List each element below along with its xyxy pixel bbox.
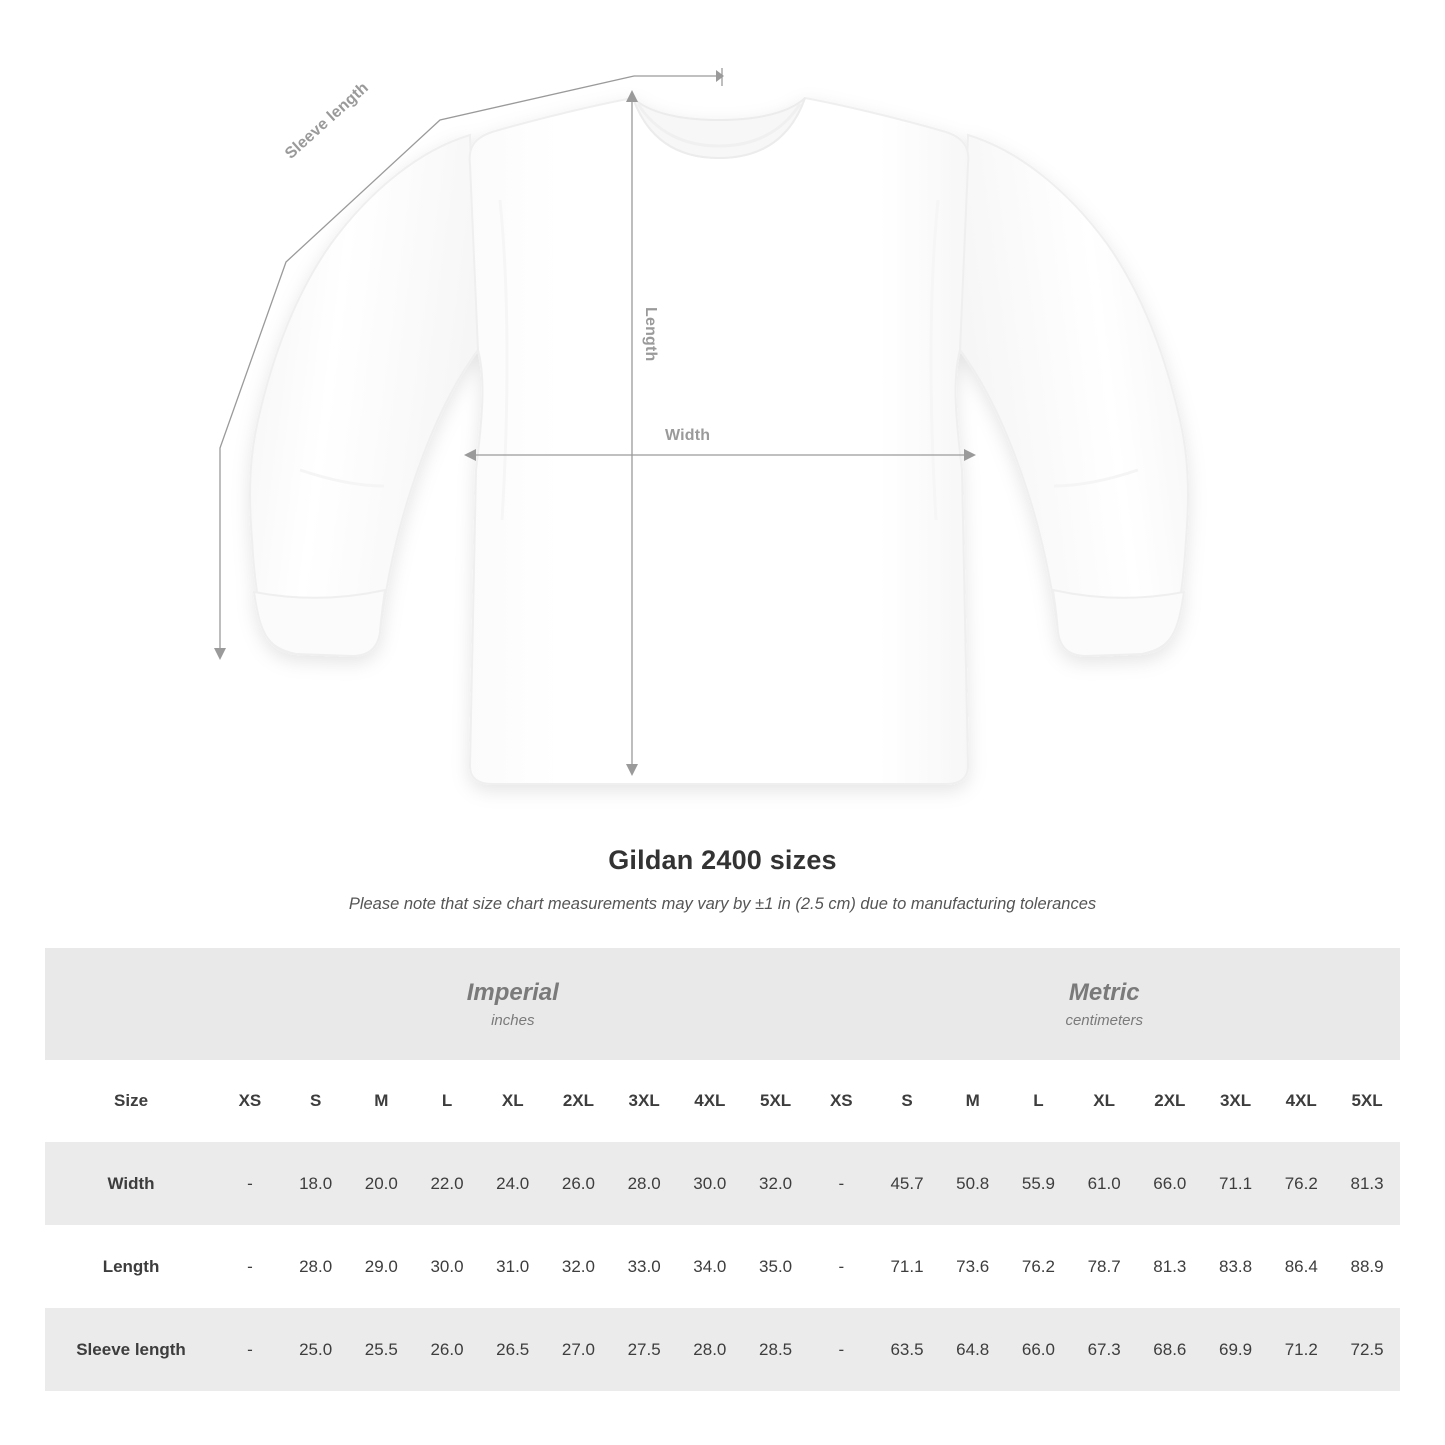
- sleeve-arrow-bottom: [214, 648, 226, 660]
- size-header-metric-3xl: 3XL: [1203, 1060, 1269, 1142]
- cell-width-metric-m: 50.8: [940, 1142, 1006, 1225]
- cell-length-imperial-3xl: 33.0: [627, 1256, 661, 1276]
- cell-sleeve-imperial-4xl: 28.0: [677, 1308, 743, 1391]
- size-chart-table: [45, 948, 1400, 1391]
- cell-width-imperial-5xl: 32.0: [743, 1142, 809, 1225]
- size-header-imperial-3xl: 3XL: [611, 1060, 677, 1142]
- row-label-sleeve-length: Sleeve length: [45, 1308, 217, 1391]
- cell-width-imperial-3xl: 28.0: [611, 1142, 677, 1225]
- cell-length-metric-s: 71.1: [890, 1256, 924, 1276]
- size-header-imperial-m: M: [348, 1060, 414, 1142]
- row-label-length: Length: [102, 1256, 160, 1276]
- cell-sleeve-imperial-5xl: 28.5: [743, 1308, 809, 1391]
- cell-width-metric-5xl: 81.3: [1334, 1142, 1400, 1225]
- table-row-width: [45, 1142, 1400, 1225]
- size-header-imperial-s: S: [283, 1060, 349, 1142]
- size-header-metric-5xl: 5XL: [1334, 1060, 1400, 1142]
- cell-sleeve-metric-l: 66.0: [1006, 1308, 1072, 1391]
- cell-length-metric-xl: 78.7: [1087, 1256, 1121, 1276]
- size-header-imperial-l: L: [414, 1060, 480, 1142]
- cell-width-metric-3xl: 71.1: [1203, 1142, 1269, 1225]
- width-arrow-right: [964, 449, 976, 461]
- cell-width-imperial-2xl: 26.0: [546, 1142, 612, 1225]
- length-arrow-top: [626, 90, 638, 102]
- cell-sleeve-imperial-xs: -: [217, 1308, 283, 1391]
- cell-sleeve-metric-xs: -: [808, 1308, 874, 1391]
- cell-sleeve-metric-2xl: 68.6: [1137, 1308, 1203, 1391]
- size-header-metric-s: S: [874, 1060, 940, 1142]
- cell-length-metric-l: 76.2: [1021, 1256, 1055, 1276]
- cell-width-imperial-4xl: 30.0: [677, 1142, 743, 1225]
- cell-sleeve-imperial-3xl: 27.5: [611, 1308, 677, 1391]
- table-row-sleeve-length: [45, 1308, 1400, 1391]
- size-header-imperial-2xl: 2XL: [546, 1060, 612, 1142]
- size-header-row: [45, 1060, 1400, 1142]
- page-title: Gildan 2400 sizes: [608, 845, 837, 875]
- cell-width-metric-s: 45.7: [874, 1142, 940, 1225]
- shirt-shape: [250, 98, 1188, 784]
- cell-length-imperial-s: 28.0: [299, 1256, 333, 1276]
- size-header-metric-2xl: 2XL: [1137, 1060, 1203, 1142]
- unit-group-metric: [808, 948, 1400, 1060]
- size-header-label: Size: [45, 1060, 217, 1142]
- cell-length-metric-3xl: 83.8: [1218, 1256, 1253, 1276]
- size-header-imperial-xs: XS: [217, 1060, 283, 1142]
- sleeve-arrow-top: [716, 70, 724, 82]
- cell-width-metric-xl: 61.0: [1071, 1142, 1137, 1225]
- cell-width-imperial-xl: 24.0: [480, 1142, 546, 1225]
- size-header-imperial-4xl: 4XL: [677, 1060, 743, 1142]
- cell-width-metric-xs: -: [808, 1142, 874, 1225]
- cell-length-metric-m: 73.6: [956, 1256, 990, 1276]
- size-header-imperial-xl: XL: [480, 1060, 546, 1142]
- cell-width-metric-l: 55.9: [1006, 1142, 1072, 1225]
- size-header-metric-xs: XS: [808, 1060, 874, 1142]
- size-header-metric-xl: XL: [1071, 1060, 1137, 1142]
- cell-sleeve-imperial-s: 25.0: [283, 1308, 349, 1391]
- cell-length-imperial-xl: 31.0: [496, 1256, 530, 1276]
- tolerance-note: Please note that size chart measurements may vary by ±1 in (2.5 cm) due to manufacturing tolerances: [348, 895, 1097, 913]
- cell-width-imperial-m: 20.0: [348, 1142, 414, 1225]
- table-row-length: [45, 1225, 1400, 1308]
- unit-group-metric-name: Metric: [1068, 979, 1140, 1007]
- size-header-metric-l: L: [1006, 1060, 1072, 1142]
- size-chart-table-wrap: [45, 948, 1400, 1391]
- cell-sleeve-imperial-m: 25.5: [348, 1308, 414, 1391]
- cell-length-metric-2xl: 81.3: [1153, 1256, 1187, 1276]
- cell-width-imperial-s: 18.0: [283, 1142, 349, 1225]
- cell-sleeve-metric-s: 63.5: [874, 1308, 940, 1391]
- size-header-imperial-5xl: 5XL: [743, 1060, 809, 1142]
- title-block: [0, 845, 1445, 914]
- cell-sleeve-imperial-l: 26.0: [414, 1308, 480, 1391]
- cell-width-metric-4xl: 76.2: [1268, 1142, 1334, 1225]
- cell-length-imperial-5xl: 35.0: [759, 1256, 793, 1276]
- size-header-metric-4xl: 4XL: [1268, 1060, 1334, 1142]
- sleeve-length-dimension-label: Sleeve length: [282, 79, 372, 163]
- unit-group-metric-sub: centimeters: [1065, 1011, 1143, 1029]
- cell-sleeve-metric-5xl: 72.5: [1334, 1308, 1400, 1391]
- cell-sleeve-metric-3xl: 69.9: [1203, 1308, 1269, 1391]
- cell-length-imperial-2xl: 32.0: [561, 1256, 595, 1276]
- unit-group-imperial-sub: inches: [491, 1011, 535, 1029]
- cell-sleeve-imperial-xl: 26.5: [480, 1308, 546, 1391]
- cell-sleeve-imperial-2xl: 27.0: [546, 1308, 612, 1391]
- width-dimension-label: Width: [665, 427, 711, 444]
- unit-group-imperial: [217, 948, 808, 1060]
- row-label-width: Width: [45, 1142, 217, 1225]
- width-arrow-left: [464, 449, 476, 461]
- cell-length-metric-5xl: 88.9: [1350, 1256, 1384, 1276]
- cell-length-imperial-m: 29.0: [364, 1256, 398, 1276]
- unit-group-imperial-name: Imperial: [466, 979, 559, 1007]
- cell-width-imperial-xs: -: [217, 1142, 283, 1225]
- cell-width-imperial-l: 22.0: [414, 1142, 480, 1225]
- unit-header-corner: [45, 948, 217, 1060]
- cell-length-metric-xs: -: [838, 1256, 845, 1276]
- cell-width-metric-2xl: 66.0: [1137, 1142, 1203, 1225]
- cell-sleeve-metric-4xl: 71.2: [1268, 1308, 1334, 1391]
- cell-sleeve-metric-xl: 67.3: [1071, 1308, 1137, 1391]
- cell-length-metric-4xl: 86.4: [1284, 1256, 1318, 1276]
- size-header-metric-m: M: [940, 1060, 1006, 1142]
- cell-length-imperial-l: 30.0: [430, 1256, 464, 1276]
- cell-length-imperial-4xl: 34.0: [693, 1256, 727, 1276]
- cell-length-imperial-xs: -: [247, 1256, 253, 1276]
- unit-group-header-row: [45, 948, 1400, 1060]
- cell-sleeve-metric-m: 64.8: [940, 1308, 1006, 1391]
- length-dimension-label: Length: [642, 307, 659, 362]
